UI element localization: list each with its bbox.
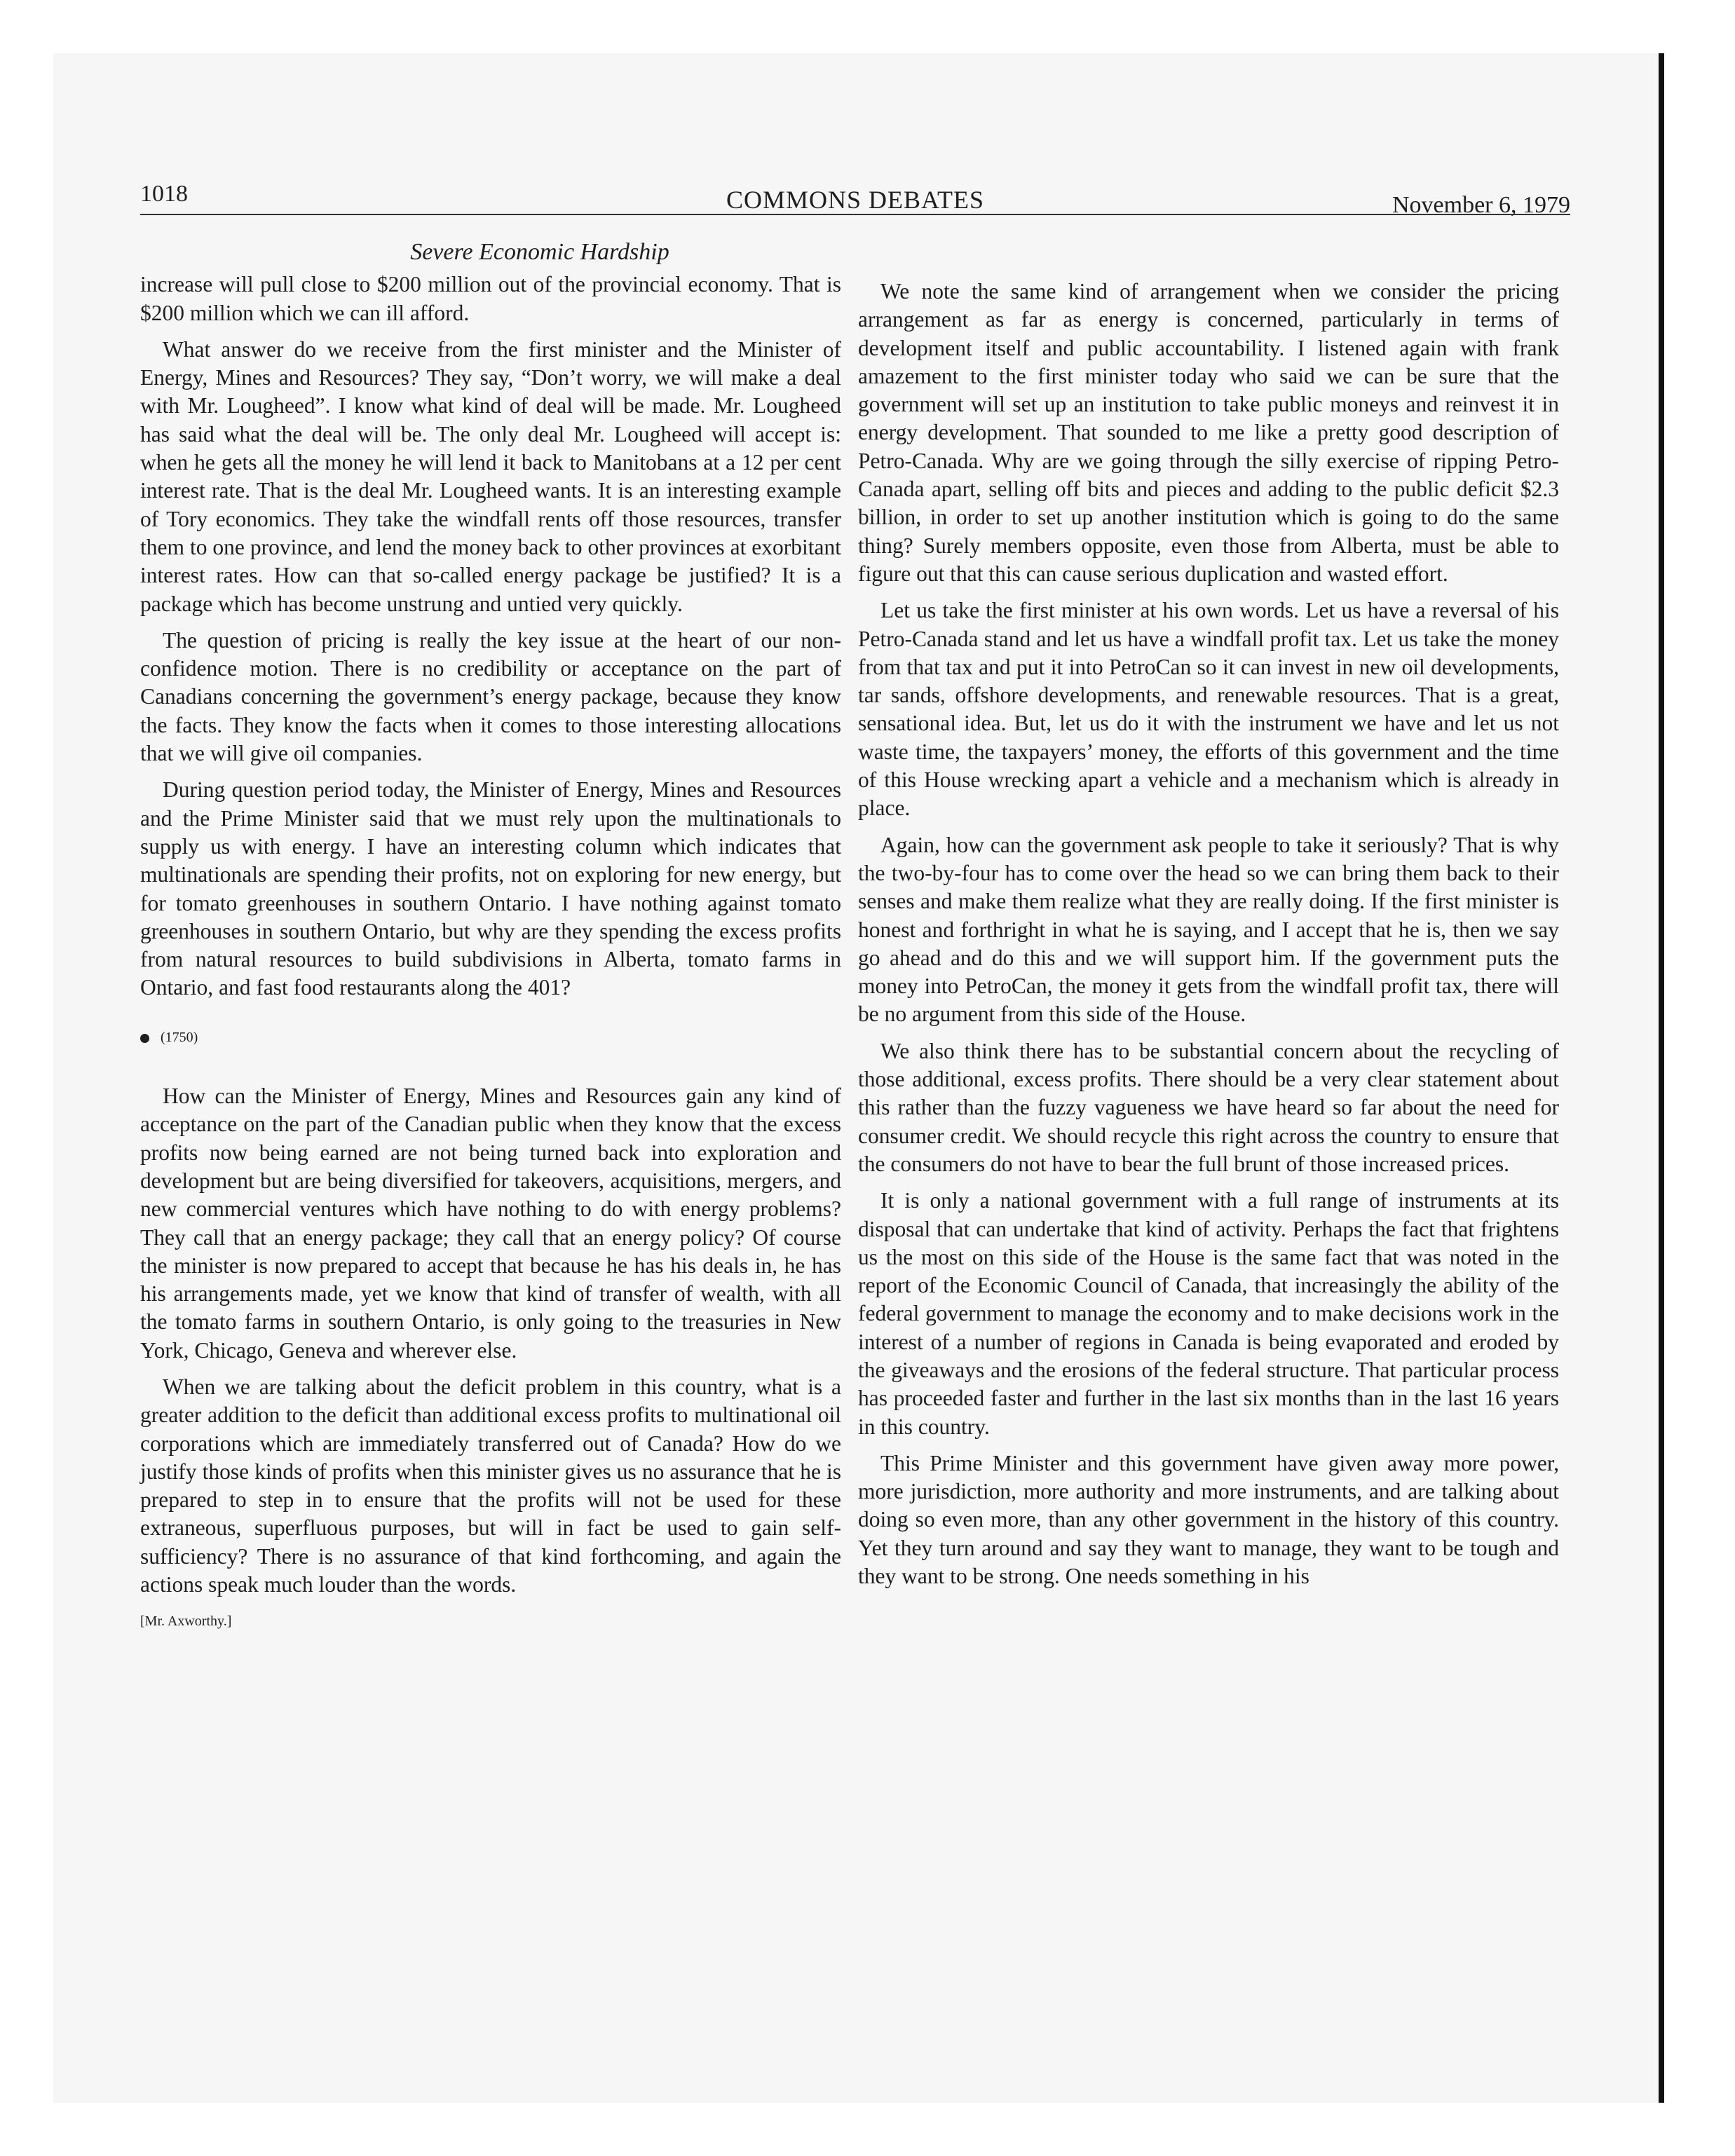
paragraph: Again, how can the government ask people to take it seriously? That is why the two-by-four has to come over the head so we can bring them back to their senses and make them realize what they are really doing. If the first minister is honest and forthright in what he is saying, and I accept that he is, then we say go ahead and do this and we will support him. If the government puts the money into PetroCan, the money it gets from the windfall profit tax, there will be no argument from this side of the House. bbox=[858, 832, 1559, 1027]
paragraph: How can the Minister of Energy, Mines and Resources gain any kind of acceptance on the part of the Canadian public when they know that the excess profits now being earned are not being turned back into exploration and development but are being diversified for takeovers, acquisitions, mergers, and new commercial ventures which have nothing to do with energy problems? They call that an energy package; they call that an energy policy? Of course the minister is now prepared to accept that because he has his deals in, he has his arrangements made, yet we know that kind of transfer of wealth, with all the tomato farms in southern Ontario, is only going to the treasuries in New York, Chicago, Geneva and wherever else. bbox=[140, 1084, 841, 1363]
paragraph: Let us take the first minister at his own words. Let us have a reversal of his Petro-Canada stand and let us have a windfall profit tax. Let us take the money from that tax and put it into PetroCan so it can invest in new oil developments, tar sands, offshore developments, and renewable resources. That is a great, sensational idea. But, let us do it with the instrument we have and let us not waste time, the taxpayers’ money, the efforts of this government and the time of this House wrecking apart a vehicle and a mechanism which is already in place. bbox=[858, 598, 1559, 821]
paragraph: increase will pull close to $200 million out of the provincial economy. That is $200 million which we can ill afford. bbox=[140, 272, 841, 325]
paragraph: What answer do we receive from the first minister and the Minister of Energy, Mines and Resources? They say, “Don’t worry, we will make a deal with Mr. Lougheed”. I know what kind of deal will be made. Mr. Lougheed has said what the deal will be. The only deal Mr. Lougheed will accept is: when he gets all the money he will lend it back to Manitobans at a 12 per cent interest rate. That is the deal Mr. Lougheed wants. It is an interesting example of Tory economics. They take the windfall rents off those resources, transfer them to one province, and lend the money back to other provinces at exorbitant interest rates. How can that so-called energy package be justified? It is a package which has become unstrung and untied very quickly. bbox=[140, 336, 841, 616]
page-date: November 6, 1979 bbox=[1392, 192, 1570, 218]
bullet-icon bbox=[140, 1034, 149, 1043]
time-marker-label: (1750) bbox=[161, 1029, 198, 1045]
page-edge-shadow bbox=[1659, 53, 1664, 2103]
section-heading: Severe Economic Hardship bbox=[410, 239, 669, 265]
paragraph: During question period today, the Minister of Energy, Mines and Resources and the Prime Minister said that we must rely upon the multinationals to supply us with energy. I have an interesting column which indicates that multinationals are spending their profits, not on exploring for new energy, but for tomato greenhouses in southern Ontario. I have nothing against tomato greenhouses in southern Ontario, but why are they spending the excess profits from natural resources to build subdivisions in Alberta, tomato farms in Ontario, and fast food restaurants along the 401? bbox=[140, 777, 841, 1000]
speaker-tag: [Mr. Axworthy.] bbox=[140, 1613, 232, 1630]
paragraph: We note the same kind of arrangement when we consider the pricing arrangement as far as energy is concerned, particularly in terms of development itself and public accountability. I listened again with frank amazement to the first minister today who said we can be sure that the government will set up an institution to take public moneys and reinvest it in energy development. That sounded to me like a pretty good description of Petro-Canada. Why are we going through the silly exercise of ripping Petro-Canada apart, selling off bits and pieces and adding to the public deficit $2.3 billion, in order to set up another institution which is going to do the same thing? Surely members opposite, even those from Alberta, must be able to figure out that this can cause serious duplication and wasted effort. bbox=[858, 279, 1559, 586]
header-rule bbox=[140, 214, 1570, 215]
left-column bbox=[140, 238, 841, 1636]
right-column bbox=[858, 278, 1559, 1599]
time-marker bbox=[140, 1023, 841, 1051]
paragraph: This Prime Minister and this government have given away more power, more jurisdiction, more authority and more instruments, and are talking about doing so even more, than any other government in the history of this country. Yet they turn around and say they want to manage, they want to be tough and they want to be strong. One needs something in his bbox=[858, 1450, 1559, 1589]
paragraph: When we are talking about the deficit problem in this country, what is a greater addition to the deficit than additional excess profits to multinational oil corporations which are immediately transferred out of Canada? How do we justify those kinds of profits when this minister gives us no assurance that he is prepared to step in to ensure that the profits will not be used for these extraneous, superfluous purposes, but will in fact be used to gain self-sufficiency? There is no assurance of that kind forthcoming, and again the actions speak much louder than the words. bbox=[140, 1374, 841, 1597]
journal-title: COMMONS DEBATES bbox=[726, 186, 985, 214]
paragraph: The question of pricing is really the key issue at the heart of our non-confidence motion. There is no credibility or acceptance on the part of Canadians concerning the government’s energy package, because they know the facts. They know the facts when it comes to those interesting allocations that we will give oil companies. bbox=[140, 627, 841, 766]
paragraph: We also think there has to be substantial concern about the recycling of those additional, excess profits. There should be a very clear statement about this rather than the fuzzy vagueness we have heard so far about the need for consumer credit. We should recycle this right across the country to ensure that the consumers do not have to bear the full brunt of those increased prices. bbox=[858, 1038, 1559, 1176]
paragraph: It is only a national government with a full range of instruments at its disposal that can undertake that kind of activity. Perhaps the fact that frightens us the most on this side of the House is the same fact that was noted in the report of the Economic Council of Canada, that increasingly the ability of the federal government to manage the economy and to make decisions work in the interest of a number of regions in Canada is being evaporated and eroded by the giveaways and the erosions of the federal structure. That particular process has proceeded faster and further in the last six months than in the last 16 years in this country. bbox=[858, 1188, 1559, 1439]
page-number: 1018 bbox=[140, 181, 188, 207]
